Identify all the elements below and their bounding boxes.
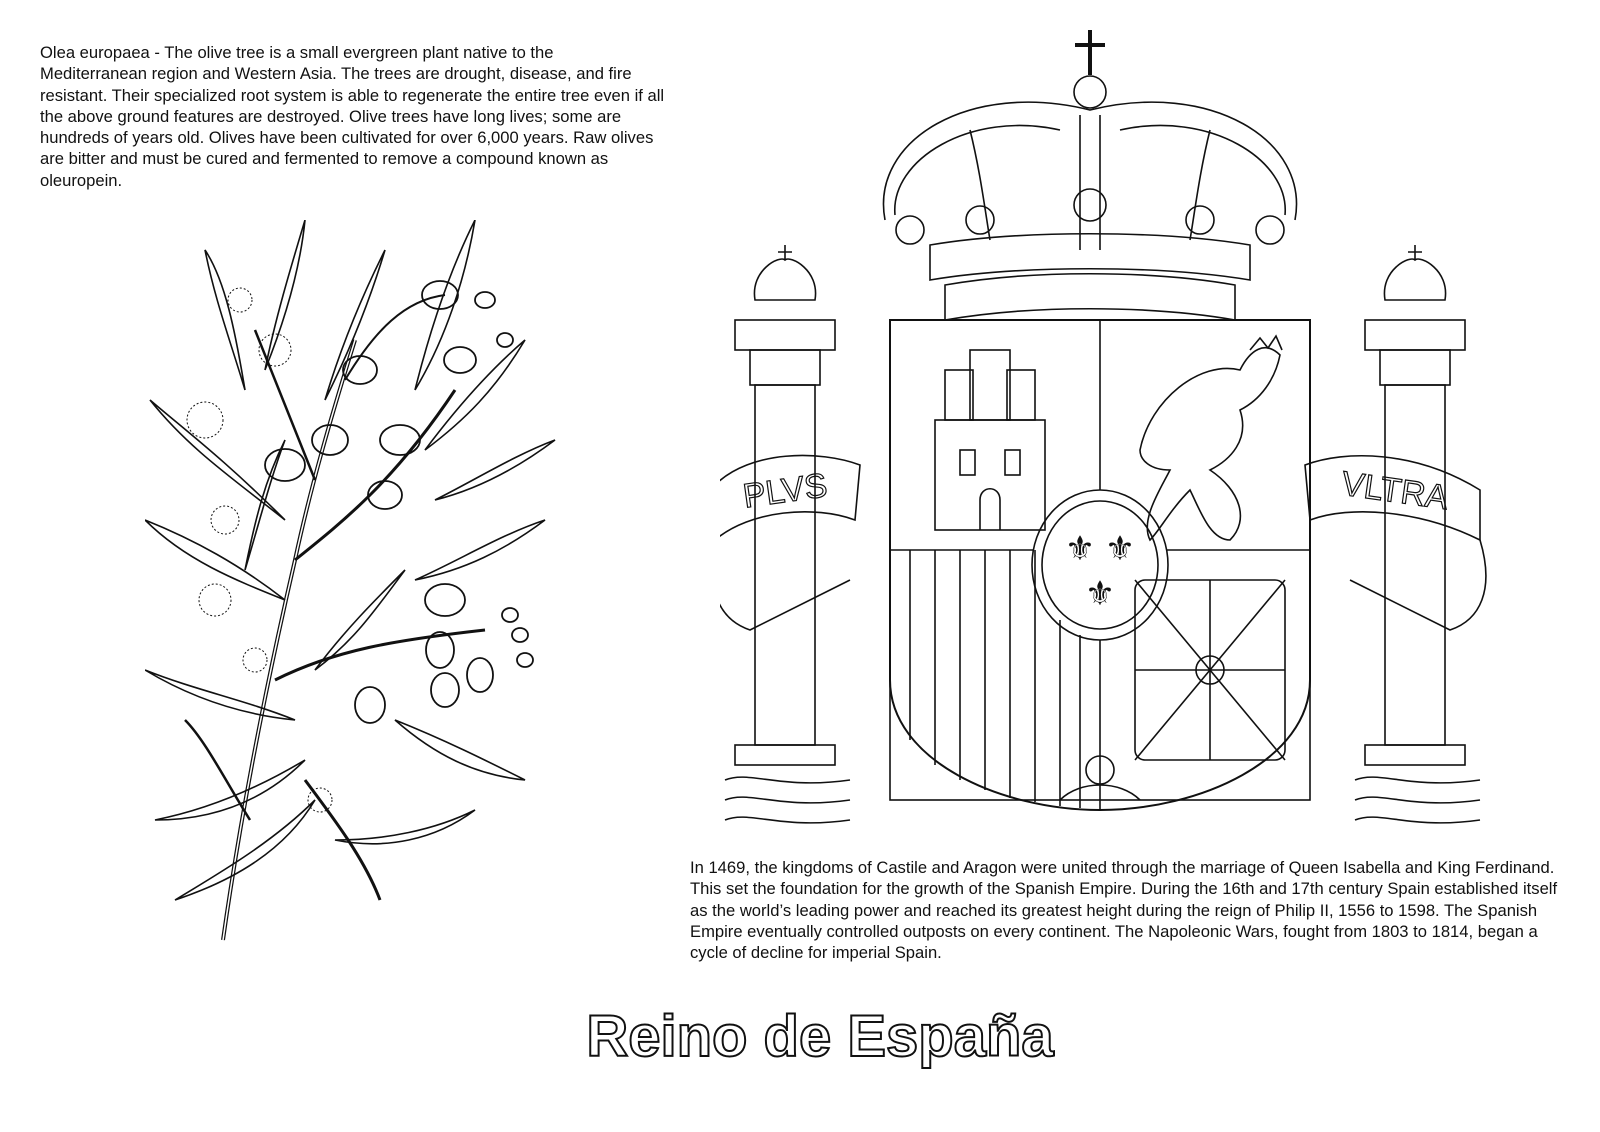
olive-branch-icon [145,220,565,960]
svg-text:⚜ ⚜: ⚜ ⚜ [1064,530,1136,568]
ribbon-left-text: PLVS [740,466,830,516]
ribbon-right-text: VLTRA [1339,464,1451,518]
svg-text:⚜: ⚜ [1084,575,1116,613]
page-title-text: Reino de España [586,1004,1054,1069]
spanish-coat-of-arms-icon [720,20,1520,835]
olive-description: Olea europaea - The olive tree is a small evergreen plant native to the Mediterranean region and Western Asia. The trees are drought, disease, and fire resistant. Their specialized root system is able to regenerate the entire tree even if all the above ground features are destroyed. Olive trees have long lives; some are hundreds of years old. Olives have been cultivated for over 6,000 years. Raw olives are bitter and must be cured and fermented to remove a compound known as oleuropein. [40,43,665,190]
page-title [0,1002,1600,1072]
spain-history-description: In 1469, the kingdoms of Castile and Aragon were united through the marriage of Queen Isabella and King Ferdinand. This set the foundation for the growth of the Spanish Empire. During the 16th and 17th century Spain established itself as the world’s leading power and reached its greatest height during the reign of Philip II, 1556 to 1598. The Spanish Empire eventually controlled outposts on every continent. The Napoleonic Wars, fought from 1803 to 1814, began a cycle of decline for imperial Spain. [690,858,1558,963]
